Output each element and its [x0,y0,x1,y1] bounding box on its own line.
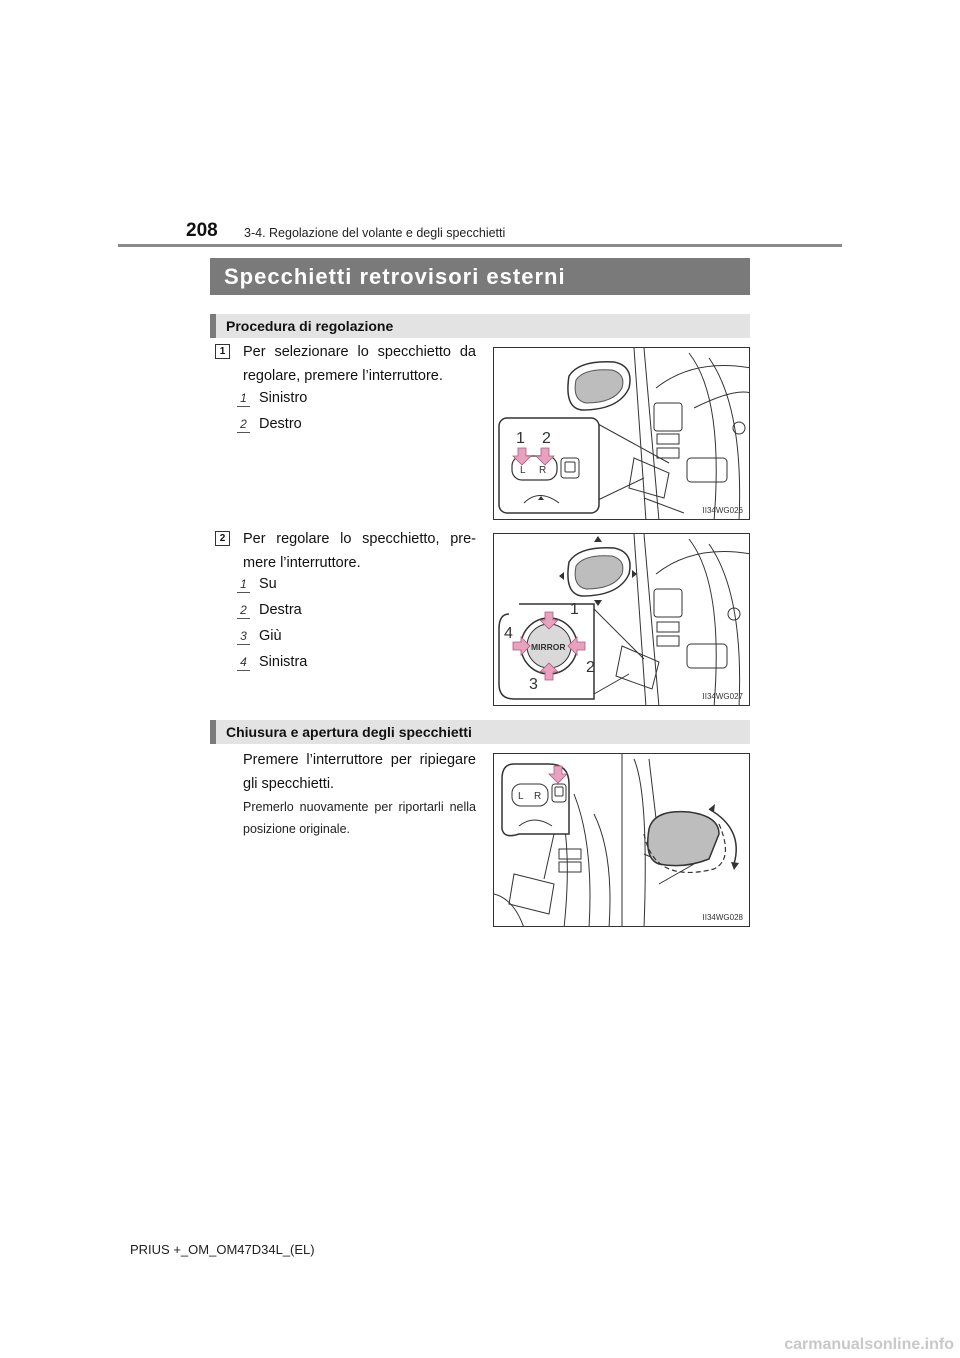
svg-text:4: 4 [504,625,513,642]
item-label: Giù [259,628,282,644]
step-2-item [237,629,437,647]
footer-code: PRIUS +_OM_OM47D34L_(EL) [130,1242,315,1257]
item-number: 2 [237,417,250,433]
folding-text: Premere l’interruttore per ripiegare gli specchietti. [243,752,476,792]
switch-l-label: L [520,465,526,476]
folding-heading: Chiusura e apertura degli specchietti [210,720,750,744]
step-2-item [237,655,437,673]
section-header: 3-4. Regolazione del volante e degli specchietti [244,226,506,240]
step-1-marker: 1 [215,344,230,359]
step-1-item [237,417,437,435]
mirror-fold-illustration [494,754,750,927]
figure-mirror-adjust [493,533,750,706]
step-2-marker: 2 [215,531,230,546]
svg-text:L: L [518,791,524,802]
svg-text:2: 2 [586,659,595,676]
svg-text:2: 2 [542,430,551,447]
adjustment-heading: Procedura di regolazione [210,314,750,338]
item-label: Su [259,576,277,592]
page-title: Specchietti retrovisori esterni [210,258,750,295]
mirror-select-illustration [494,348,750,520]
item-number: 2 [237,603,250,619]
step-2-text: Per regolare lo specchietto, pre-mere l’interruttore. [243,531,476,571]
item-number: 4 [237,655,250,671]
mirror-label: MIRROR [531,642,566,652]
item-number: 1 [237,577,250,593]
figure-mirror-select [493,347,750,520]
header-rule [118,244,842,247]
item-number: 1 [237,391,250,407]
switch-r-label: R [539,465,547,476]
svg-text:3: 3 [529,676,538,693]
figure-code: II34WG026 [702,506,743,515]
folding-note: Premerlo nuovamente per riportarli nella posizione originale. [243,800,476,836]
svg-text:1: 1 [516,430,525,447]
svg-text:R: R [534,791,542,802]
item-label: Destro [259,416,302,432]
figure-mirror-fold [493,753,750,927]
step-2-item [237,603,437,621]
page-number: 208 [186,220,218,241]
item-label: Sinistra [259,654,308,670]
item-label: Destra [259,602,302,618]
item-label: Sinistro [259,390,308,406]
item-number: 3 [237,629,250,645]
mirror-adjust-illustration [494,534,750,706]
figure-code: II34WG027 [702,692,743,701]
svg-text:1: 1 [570,601,579,618]
step-1-text: Per selezionare lo specchietto da regolare, premere l’interruttore. [243,344,476,384]
step-1-item [237,391,437,409]
watermark: carmanualsonline.info [784,1336,954,1353]
figure-code: II34WG028 [702,913,743,922]
step-2-item [237,577,437,595]
